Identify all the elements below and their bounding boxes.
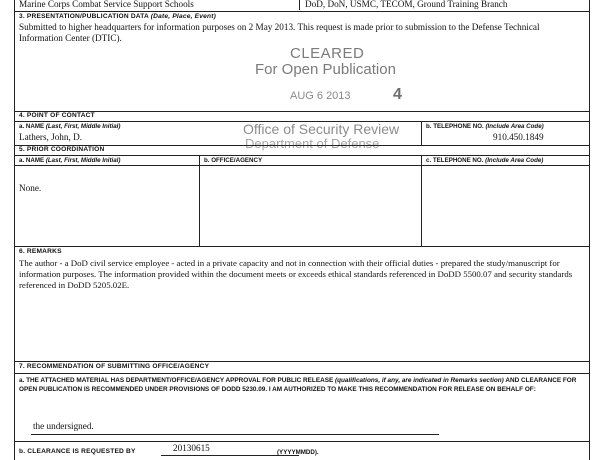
divider [15, 373, 589, 374]
divider [421, 121, 422, 145]
stamp-office: Office of Security Review [243, 121, 400, 137]
divider [15, 441, 589, 442]
coord-name-value: None. [19, 183, 42, 193]
poc-phone-label: b. TELEPHONE NO. (Include Area Code) [426, 123, 544, 130]
poc-name-value: Lathers, John, D. [19, 132, 83, 142]
coord-name-label: a. NAME (Last, First, Middle Initial) [19, 157, 121, 164]
divider [15, 111, 589, 112]
stamp-for-open-publication: For Open Publication [255, 61, 396, 78]
divider [15, 246, 589, 247]
stamp-number: 4 [393, 86, 402, 103]
remarks-text: The author - a DoD civil service employee - acted in a private capacity and not in connection with their official duties - prepared the study/manuscript for information purposes. The information provided within the document meets or exceeds ethical standards referenced in DoDD 5500.07 and security standards referenced in DoDD 5205.02E. [19, 258, 573, 290]
clearance-request-format: (YYYYMMDD). [277, 449, 319, 456]
organization-name: Marine Corps Combat Service Support Schools [19, 0, 194, 9]
divider [15, 11, 589, 12]
section3-header [19, 13, 216, 20]
stamp-cleared: CLEARED [290, 45, 365, 62]
section6-header: 6. REMARKS [19, 248, 62, 255]
coord-phone-label: c. TELEPHONE NO. (Include Area Code) [426, 157, 544, 164]
clearance-request-label: b. CLEARANCE IS REQUESTED BY [19, 448, 136, 455]
section7-header: 7. RECOMMENDATION OF SUBMITTING OFFICE/AGENCY [19, 363, 210, 370]
poc-name-label: a. NAME (Last, First, Middle Initial) [19, 123, 121, 130]
section5-header: 5. PRIOR COORDINATION [19, 146, 105, 153]
clearance-form [14, 0, 590, 460]
divider [199, 155, 200, 246]
clearance-request-date: 20130615 [173, 443, 210, 453]
section3-text-line1: Submitted to higher headquarters for information purposes on 2 May 2013. This request is made prior to submission to the Defense Technical [19, 22, 540, 32]
divider [15, 155, 589, 156]
coord-office-label: b. OFFICE/AGENCY [204, 157, 263, 164]
recommendation-statement: a. THE ATTACHED MATERIAL HAS DEPARTMENT/OFFICE/AGENCY APPROVAL FOR PUBLIC RELEASE (qualifications, if any, are indicated in Remarks section) AND CLEARANCE FOR OPEN PUBLICATION IS RECOMMENDED UNDER PROVISIONS OF DODD 5230.09. I AM AUTHORIZED TO MAKE THIS RECOMMENDATION FOR RELEASE ON BEHALF OF: [19, 377, 577, 393]
divider [299, 0, 300, 10]
section3-text-line2: Information Center (DTIC). [19, 33, 122, 43]
organization-chain: DoD, DoN, USMC, TECOM, Ground Training Branch [305, 0, 508, 9]
divider [421, 155, 422, 246]
poc-phone-value: 910.450.1849 [493, 132, 544, 142]
behalf-of-value: the undersigned. [33, 421, 94, 431]
stamp-department: Department of Defense [245, 136, 380, 151]
divider [15, 361, 589, 362]
section3-hint: (Date, Place, Event) [150, 13, 216, 20]
section4-header: 4. POINT OF CONTACT [19, 112, 95, 119]
divider [15, 165, 589, 166]
section3-label: 3. PRESENTATION/PUBLICATION DATA [19, 13, 149, 20]
behalf-of-line [31, 434, 439, 435]
stamp-date: AUG 6 2013 [290, 90, 351, 102]
